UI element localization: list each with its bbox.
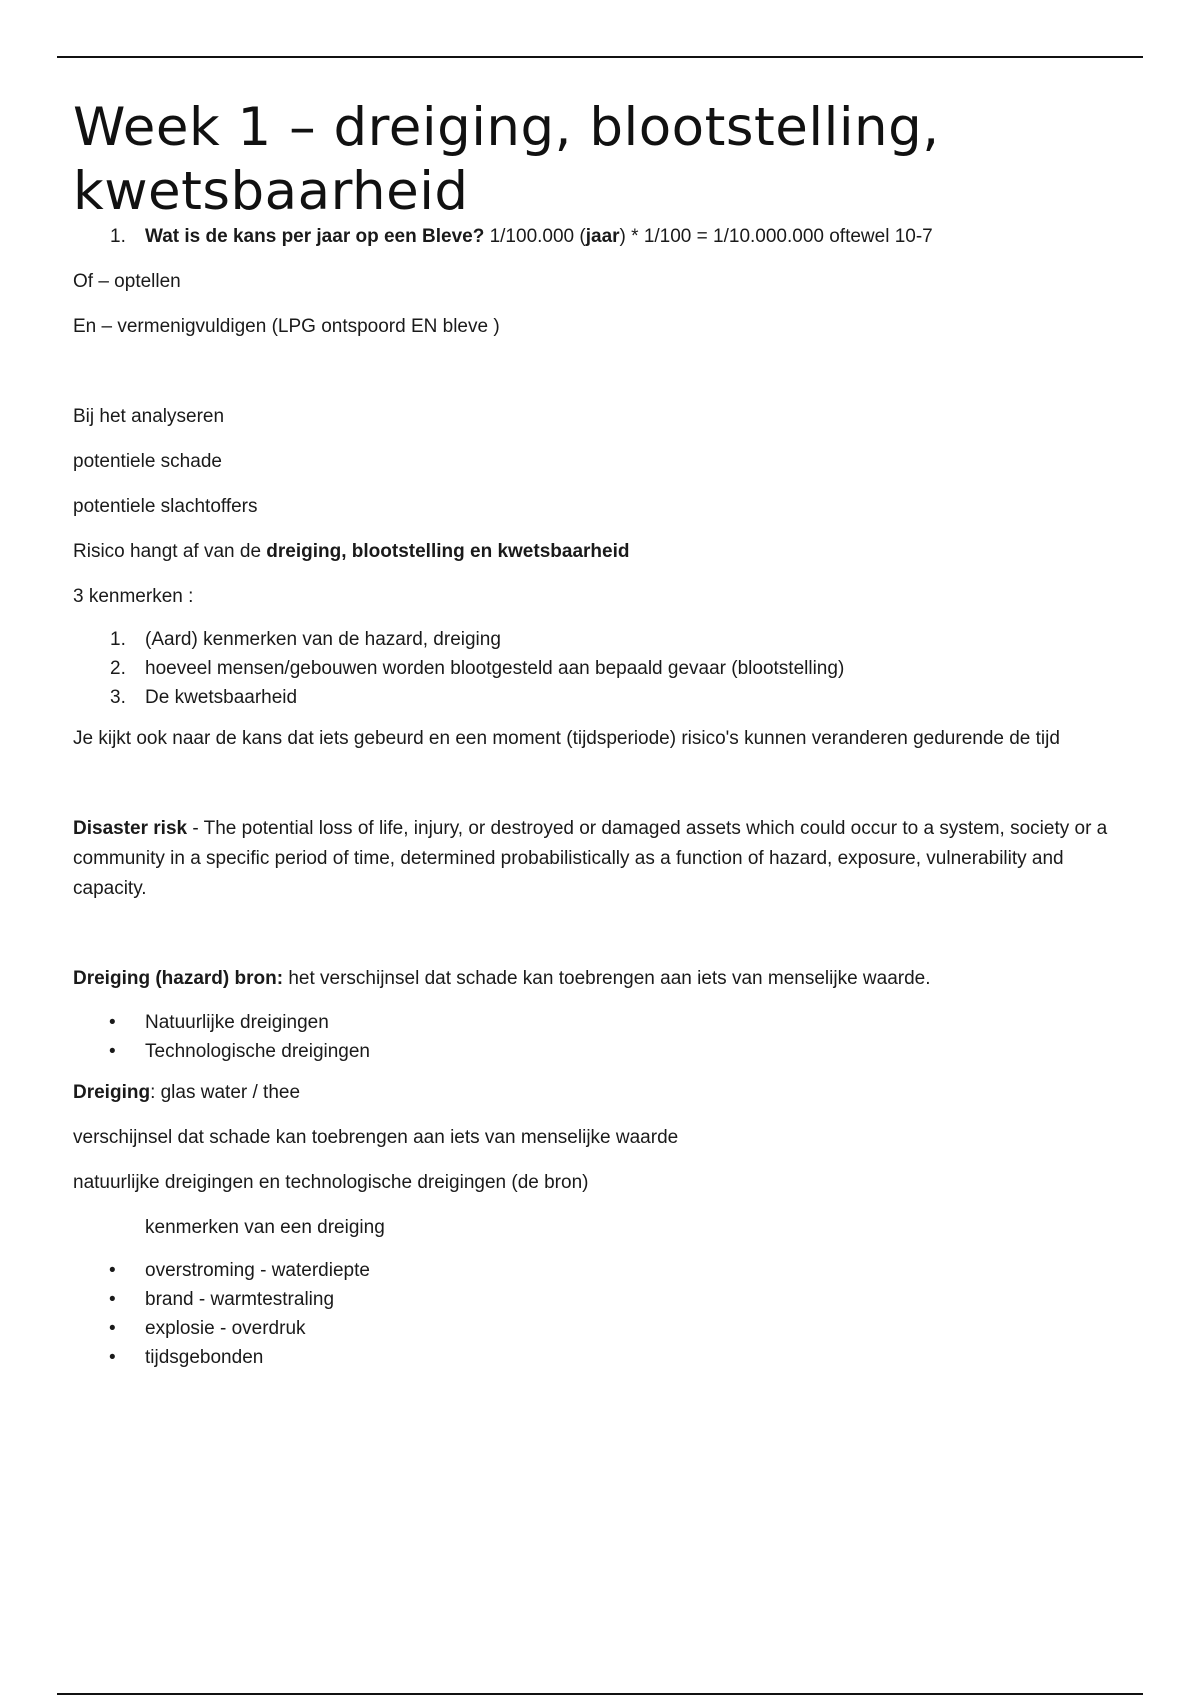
bullet-icon: • bbox=[109, 1012, 116, 1033]
hazard-definition: het verschijnsel dat schade kan toebrengen aan iets van menselijke waarde. bbox=[283, 968, 931, 989]
bullet-icon: • bbox=[109, 1318, 116, 1339]
footer-rule bbox=[57, 1693, 1143, 1695]
list-item-text: overstroming - waterdiepte bbox=[145, 1260, 370, 1281]
bullet-icon: • bbox=[109, 1041, 116, 1062]
dreiging-example: : glas water / thee bbox=[150, 1082, 301, 1103]
list-item-text: hoeveel mensen/gebouwen worden blootgesteld aan bepaald gevaar (blootstelling) bbox=[145, 658, 845, 679]
list-item bbox=[73, 222, 1113, 251]
page-title: Week 1 – dreiging, blootstelling, kwetsbaarheid bbox=[73, 97, 940, 222]
question-text: Wat is de kans per jaar op een Bleve? bbox=[145, 226, 485, 247]
paragraph: verschijnsel dat schade kan toebrengen aan iets van menselijke waarde bbox=[73, 1127, 679, 1148]
risico-text: Risico hangt af van de bbox=[73, 541, 267, 562]
answer-text-rest: ) * 1/100 = 1/10.000.000 oftewel 10-7 bbox=[619, 226, 933, 247]
paragraph: Je kijkt ook naar de kans dat iets gebeurd en een moment (tijdsperiode) risico's kunnen veranderen gedurende de tijd bbox=[73, 728, 1060, 749]
paragraph bbox=[73, 1078, 1113, 1108]
paragraph: potentiele schade bbox=[73, 451, 222, 472]
bullet-icon: • bbox=[109, 1260, 116, 1281]
paragraph: natuurlijke dreigingen en technologische dreigingen (de bron) bbox=[73, 1172, 589, 1193]
paragraph: Bij het analyseren bbox=[73, 406, 225, 427]
list-item-text: Natuurlijke dreigingen bbox=[145, 1012, 329, 1033]
list-item bbox=[73, 625, 1113, 654]
kenmerken-list bbox=[73, 625, 1113, 712]
list-number: 2. bbox=[110, 658, 126, 679]
hazard-term: Dreiging (hazard) bron: bbox=[73, 968, 284, 989]
risico-bold: dreiging, blootstelling en kwetsbaarheid bbox=[266, 541, 630, 562]
question-list bbox=[73, 222, 1113, 251]
list-item-text: brand - warmtestraling bbox=[145, 1289, 335, 1310]
list-item-text: De kwetsbaarheid bbox=[145, 687, 298, 708]
dreiging-kenmerken-list bbox=[73, 1256, 1113, 1372]
list-item-text: tijdsgebonden bbox=[145, 1347, 264, 1368]
paragraph bbox=[73, 814, 1113, 904]
disaster-definition: - The potential loss of life, injury, or destroyed or damaged assets which could occur to a system, society or a community in a specific period of time, determined probabilistically as a function of hazard, exposure, vulnerability and capacity. bbox=[73, 818, 1108, 899]
list-item bbox=[73, 654, 1113, 683]
hazard-types-list bbox=[73, 1008, 1113, 1066]
document-page bbox=[73, 96, 1113, 1372]
paragraph: Of – optellen bbox=[73, 271, 181, 292]
bullet-icon: • bbox=[109, 1347, 116, 1368]
list-item-text: (Aard) kenmerken van de hazard, dreiging bbox=[145, 629, 501, 650]
list-item-text: explosie - overdruk bbox=[145, 1318, 306, 1339]
dreiging-term: Dreiging bbox=[73, 1082, 151, 1103]
list-number: 1. bbox=[110, 226, 126, 247]
list-item bbox=[73, 1285, 1113, 1314]
list-item bbox=[73, 683, 1113, 712]
paragraph: 3 kenmerken : bbox=[73, 586, 194, 607]
paragraph: potentiele slachtoffers bbox=[73, 496, 258, 517]
answer-text: 1/100.000 ( bbox=[484, 226, 586, 247]
header-rule bbox=[57, 56, 1143, 58]
list-item bbox=[73, 1343, 1113, 1372]
list-item bbox=[73, 1314, 1113, 1343]
answer-bold: jaar bbox=[585, 226, 620, 247]
paragraph bbox=[73, 964, 1113, 994]
disaster-term: Disaster risk bbox=[73, 818, 188, 839]
list-item bbox=[73, 1256, 1113, 1285]
paragraph: En – vermenigvuldigen (LPG ontspoord EN bleve ) bbox=[73, 316, 500, 337]
list-item bbox=[73, 1008, 1113, 1037]
paragraph bbox=[73, 537, 1113, 567]
list-number: 1. bbox=[110, 629, 126, 650]
bullet-icon: • bbox=[109, 1289, 116, 1310]
list-number: 3. bbox=[110, 687, 126, 708]
list-item-text: Technologische dreigingen bbox=[145, 1041, 370, 1062]
list-item bbox=[73, 1037, 1113, 1066]
paragraph-indented: kenmerken van een dreiging bbox=[145, 1217, 385, 1238]
